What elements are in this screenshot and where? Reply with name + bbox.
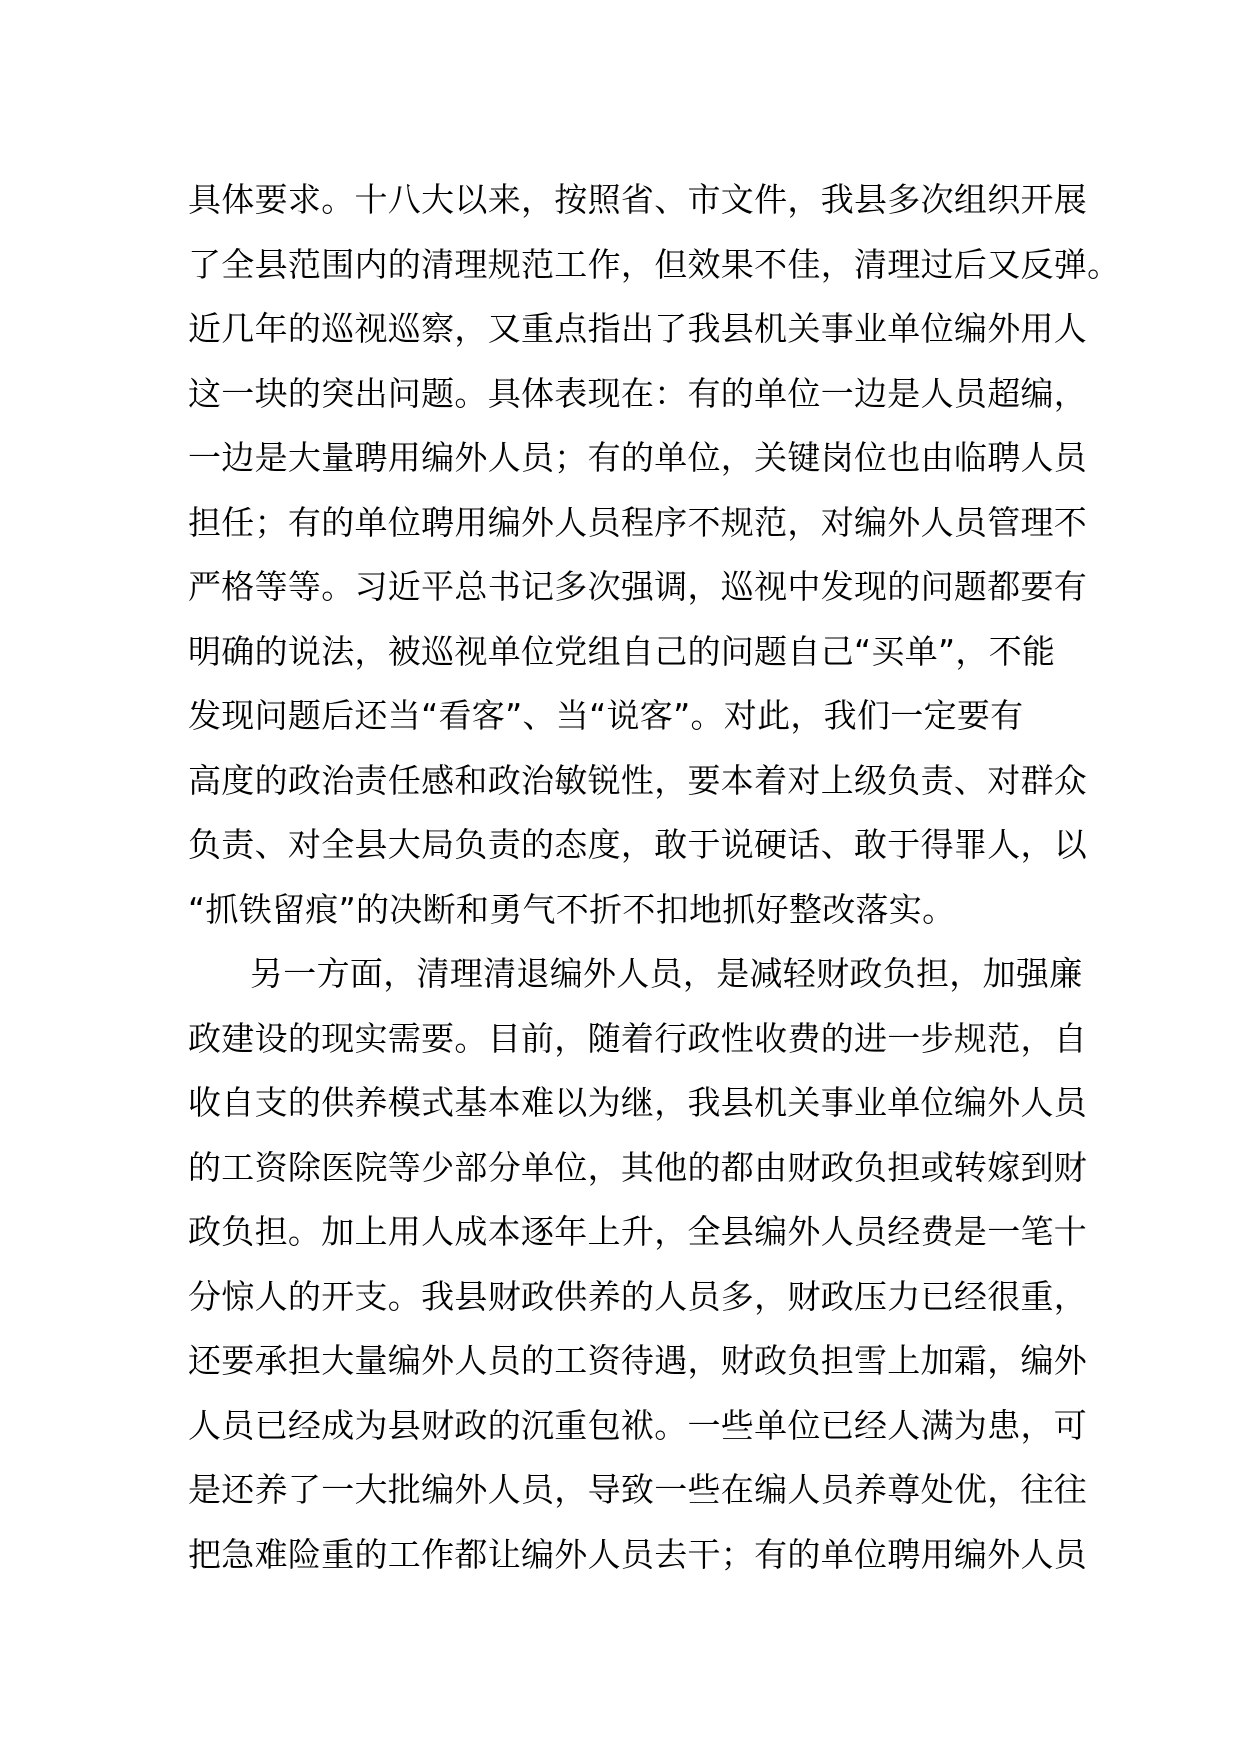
text-line: 收自支的供养模式基本难以为继，我县机关事业单位编外人员 xyxy=(188,1083,1088,1122)
text-line: 严格等等。习近平总书记多次强调，巡视中发现的问题都要有 xyxy=(188,567,1088,606)
paragraph-start-line: 另一方面，清理清退编外人员，是减轻财政负担，加强廉 xyxy=(250,954,1083,993)
text-line: 这一块的突出问题。具体表现在：有的单位一边是人员超编， xyxy=(188,373,1088,413)
text-line: 还要承担大量编外人员的工资待遇，财政负担雪上加霜，编外 xyxy=(188,1341,1088,1380)
text-line: “抓铁留痕”的决断和勇气不折不扣地抓好整改落实。 xyxy=(188,889,956,929)
text-line: 负责、对全县大局负责的态度，敢于说硬话、敢于得罪人，以 xyxy=(188,825,1088,864)
text-line: 了全县范围内的清理规范工作，但效果不佳，清理过后又反弹。 xyxy=(188,244,1121,284)
text-line: 近几年的巡视巡察，又重点指出了我县机关事业单位编外用人 xyxy=(188,309,1088,348)
text-line: 明确的说法，被巡视单位党组自己的问题自己“买单”，不能 xyxy=(188,631,1056,671)
body-text xyxy=(188,168,1121,1587)
text-line: 发现问题后还当“看客”、当“说客”。对此，我们一定要有 xyxy=(188,696,1024,735)
text-line: 是还养了一大批编外人员，导致一些在编人员养尊处优，往往 xyxy=(188,1470,1088,1509)
text-line: 具体要求。十八大以来，按照省、市文件，我县多次组织开展 xyxy=(188,180,1088,219)
text-line: 一边是大量聘用编外人员；有的单位，关键岗位也由临聘人员 xyxy=(188,438,1088,477)
text-line: 分惊人的开支。我县财政供养的人员多，财政压力已经很重， xyxy=(188,1276,1088,1316)
text-line: 政建设的现实需要。目前，随着行政性收费的进一步规范，自 xyxy=(188,1018,1088,1058)
text-line: 人员已经成为县财政的沉重包袱。一些单位已经人满为患，可 xyxy=(188,1405,1088,1445)
text-line: 担任；有的单位聘用编外人员程序不规范，对编外人员管理不 xyxy=(188,502,1088,542)
text-line: 高度的政治责任感和政治敏锐性，要本着对上级负责、对群众 xyxy=(188,760,1088,800)
text-line: 的工资除医院等少部分单位，其他的都由财政负担或转嫁到财 xyxy=(188,1147,1088,1187)
text-line: 把急难险重的工作都让编外人员去干；有的单位聘用编外人员 xyxy=(188,1534,1088,1574)
text-line: 政负担。加上用人成本逐年上升，全县编外人员经费是一笔十 xyxy=(188,1212,1088,1251)
